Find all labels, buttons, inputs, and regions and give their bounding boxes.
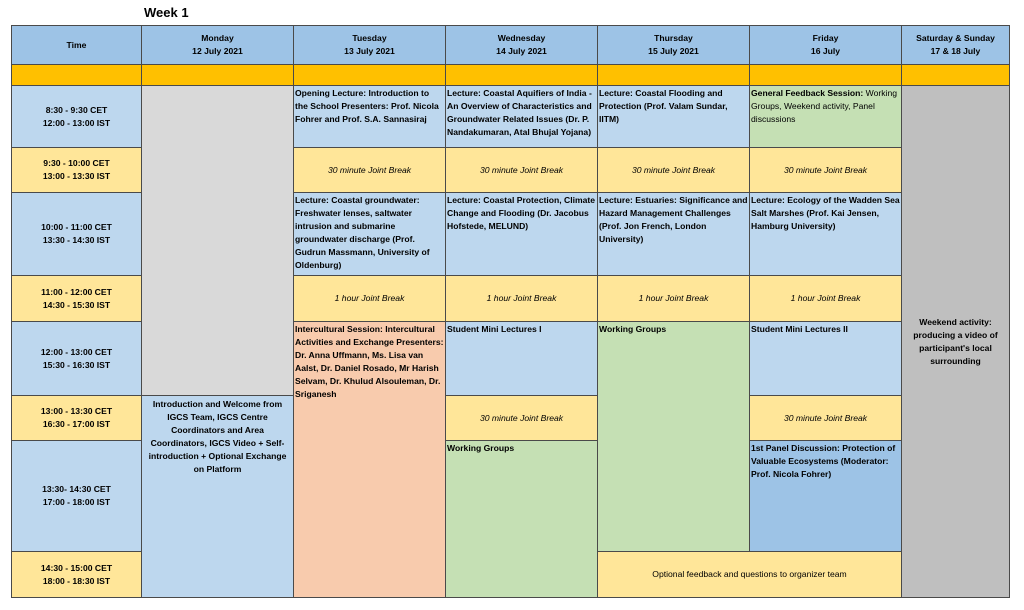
friday-feedback-title: General Feedback Session:: [751, 88, 864, 98]
weekend-activity: [901, 85, 1010, 598]
friday-panel-text: 1st Panel Discussion: Protection of Valuable Ecosystems (Moderator: Prof. Nicola Fohrer): [751, 443, 896, 479]
tuesday-break-2: [293, 275, 446, 322]
wednesday-lecture-1-text: Lecture: Coastal Aquifiers of India - An Overview of Characteristics and Groundwater Related Issues (Dr. P. Nandakumaran, Atal Bhujal Yojana): [447, 88, 592, 137]
wednesday-break-2: [445, 275, 598, 322]
thursday-break-2: [597, 275, 750, 322]
thursday-lecture-1-text: Lecture: Coastal Flooding and Protection (Prof. Valam Sundar, IITM): [599, 88, 728, 124]
gold-bar-time: [11, 64, 142, 86]
friday-mini-lectures-text: Student Mini Lectures II: [751, 324, 848, 334]
break-label: 1 hour Joint Break: [638, 293, 709, 303]
time-ist: 12:00 - 13:00 IST: [42, 117, 111, 128]
friday-lecture-2-text: Lecture: Ecology of the Wadden Sea Salt Marshes (Prof. Kai Jensen, Hamburg University): [751, 195, 900, 231]
break-label: 30 minute Joint Break: [327, 164, 412, 175]
header-friday: [749, 25, 902, 65]
time-cet: 11:00 - 12:00 CET: [41, 286, 112, 297]
time-cet: 13:00 - 13:30 CET: [40, 406, 113, 416]
optional-feedback-session: [597, 551, 902, 598]
friday-feedback-body: Working Groups, Weekend activity, Panel discussions: [751, 88, 897, 124]
tuesday-break-1: [293, 147, 446, 193]
time-ist: 15:30 - 16:30 IST: [42, 359, 111, 370]
header-time: [11, 25, 142, 65]
wednesday-break-3: [445, 395, 598, 441]
tuesday-intercultural-text: Intercultural Session: Intercultural Activities and Exchange Presenters: Dr. Anna Uffmann, Ms. Lisa van Aalst, Dr. Daniel Rosado, Mr Harish Selvam, Dr. Khulud Alsouleman, Dr. Sriganesh: [295, 324, 444, 399]
gold-bar-tuesday: [293, 64, 446, 86]
break-label: 30 minute Joint Break: [783, 412, 868, 423]
header-weekend: [901, 25, 1010, 65]
time-ist: 14:30 - 15:30 IST: [42, 299, 111, 310]
gold-bar-thursday: [597, 64, 750, 86]
header-day-date: 14 July 2021: [496, 46, 547, 56]
time-cet: 14:30 - 15:00 CET: [40, 562, 113, 573]
friday-break-2: [749, 275, 902, 322]
time-ist: 18:00 - 18:30 IST: [42, 575, 111, 586]
header-monday: [141, 25, 294, 65]
header-tuesday: [293, 25, 446, 65]
wednesday-mini-lectures: [445, 321, 598, 396]
header-day-date: 17 & 18 July: [930, 46, 981, 56]
monday-empty: [141, 85, 294, 396]
time-slot-1: [11, 85, 142, 148]
time-ist: 13:30 - 14:30 IST: [42, 235, 111, 245]
friday-break-1: [749, 147, 902, 193]
time-slot-5: [11, 321, 142, 396]
break-label: 1 hour Joint Break: [334, 293, 405, 303]
header-day-name: Monday: [201, 33, 234, 43]
gold-bar-monday: [141, 64, 294, 86]
friday-mini-lectures: [749, 321, 902, 396]
friday-panel-discussion: [749, 440, 902, 552]
break-label: 30 minute Joint Break: [479, 164, 564, 175]
header-day-date: 15 July 2021: [648, 46, 699, 56]
time-cet: 8:30 - 9:30 CET: [45, 104, 108, 115]
header-wednesday: [445, 25, 598, 65]
break-label: 1 hour Joint Break: [486, 293, 557, 303]
wednesday-working-groups-text: Working Groups: [447, 443, 515, 453]
thursday-lecture-1: [597, 85, 750, 148]
thursday-working-groups: [597, 321, 750, 552]
friday-lecture-2: [749, 192, 902, 276]
tuesday-intercultural-session: [293, 321, 446, 598]
gold-bar-friday: [749, 64, 902, 86]
header-day-date: 16 July: [810, 46, 841, 56]
friday-break-3: [749, 395, 902, 441]
week-title: Week 1: [144, 5, 189, 20]
schedule-table: [11, 25, 1010, 598]
time-slot-2: [11, 147, 142, 193]
wednesday-working-groups: [445, 440, 598, 598]
time-slot-6: [11, 395, 142, 441]
header-day-name: Wednesday: [497, 33, 546, 43]
time-ist: 17:00 - 18:00 IST: [42, 497, 111, 507]
break-label: 30 minute Joint Break: [783, 164, 868, 175]
thursday-lecture-2-text: Lecture: Estuaries: Significance and Hazard Management Challenges (Prof. Jon French, London University): [599, 195, 748, 244]
time-slot-8: [11, 551, 142, 598]
break-label: 30 minute Joint Break: [631, 164, 716, 175]
header-day-date: 12 July 2021: [192, 46, 243, 56]
header-day-name: Thursday: [654, 33, 693, 43]
friday-feedback-session: [749, 85, 902, 148]
monday-intro-text: Introduction and Welcome from IGCS Team, IGCS Centre Coordinators and Area Coordinators, IGCS Video + Self-introduction + Optional Exchange on Platform: [148, 399, 287, 474]
header-day-name: Tuesday: [352, 33, 387, 43]
tuesday-opening-lecture: [293, 85, 446, 148]
wednesday-mini-lectures-text: Student Mini Lectures I: [447, 324, 542, 334]
header-time-label: Time: [66, 39, 87, 50]
time-cet: 10:00 - 11:00 CET: [41, 222, 112, 232]
weekend-activity-text: Weekend activity: producing a video of participant's local surrounding: [913, 316, 998, 366]
break-label: 1 hour Joint Break: [790, 293, 861, 303]
optional-feedback-text: Optional feedback and questions to organizer team: [652, 569, 847, 579]
thursday-lecture-2: [597, 192, 750, 276]
tuesday-opening-text: Opening Lecture: Introduction to the School Presenters: Prof. Nicola Fohrer and Prof. S.A. Sannasiraj: [295, 88, 439, 124]
time-slot-3: [11, 192, 142, 276]
header-day-name: Saturday & Sunday: [916, 33, 995, 43]
break-label: 30 minute Joint Break: [479, 412, 564, 423]
header-day-name: Friday: [812, 33, 839, 43]
header-day-date: 13 July 2021: [344, 46, 395, 56]
wednesday-lecture-1: [445, 85, 598, 148]
gold-bar-wednesday: [445, 64, 598, 86]
time-ist: 16:30 - 17:00 IST: [42, 419, 111, 429]
wednesday-break-1: [445, 147, 598, 193]
time-slot-4: [11, 275, 142, 322]
thursday-working-groups-text: Working Groups: [599, 324, 667, 334]
wednesday-lecture-2: [445, 192, 598, 276]
time-slot-7: [11, 440, 142, 552]
thursday-break-1: [597, 147, 750, 193]
time-cet: 9:30 - 10:00 CET: [43, 158, 110, 168]
tuesday-lecture-2-text: Lecture: Coastal groundwater: Freshwater lenses, saltwater intrusion and submarine groundwater discharge (Prof. Gudrun Massmann, University of Oldenburg): [295, 195, 430, 270]
header-thursday: [597, 25, 750, 65]
time-cet: 13:30- 14:30 CET: [42, 484, 111, 494]
tuesday-lecture-2: [293, 192, 446, 276]
monday-intro-session: [141, 395, 294, 598]
time-cet: 12:00 - 13:00 CET: [40, 346, 113, 357]
wednesday-lecture-2-text: Lecture: Coastal Protection, Climate Change and Flooding (Dr. Jacobus Hofstede, MELUND): [447, 195, 596, 231]
time-ist: 13:00 - 13:30 IST: [42, 171, 111, 181]
gold-bar-weekend: [901, 64, 1010, 86]
